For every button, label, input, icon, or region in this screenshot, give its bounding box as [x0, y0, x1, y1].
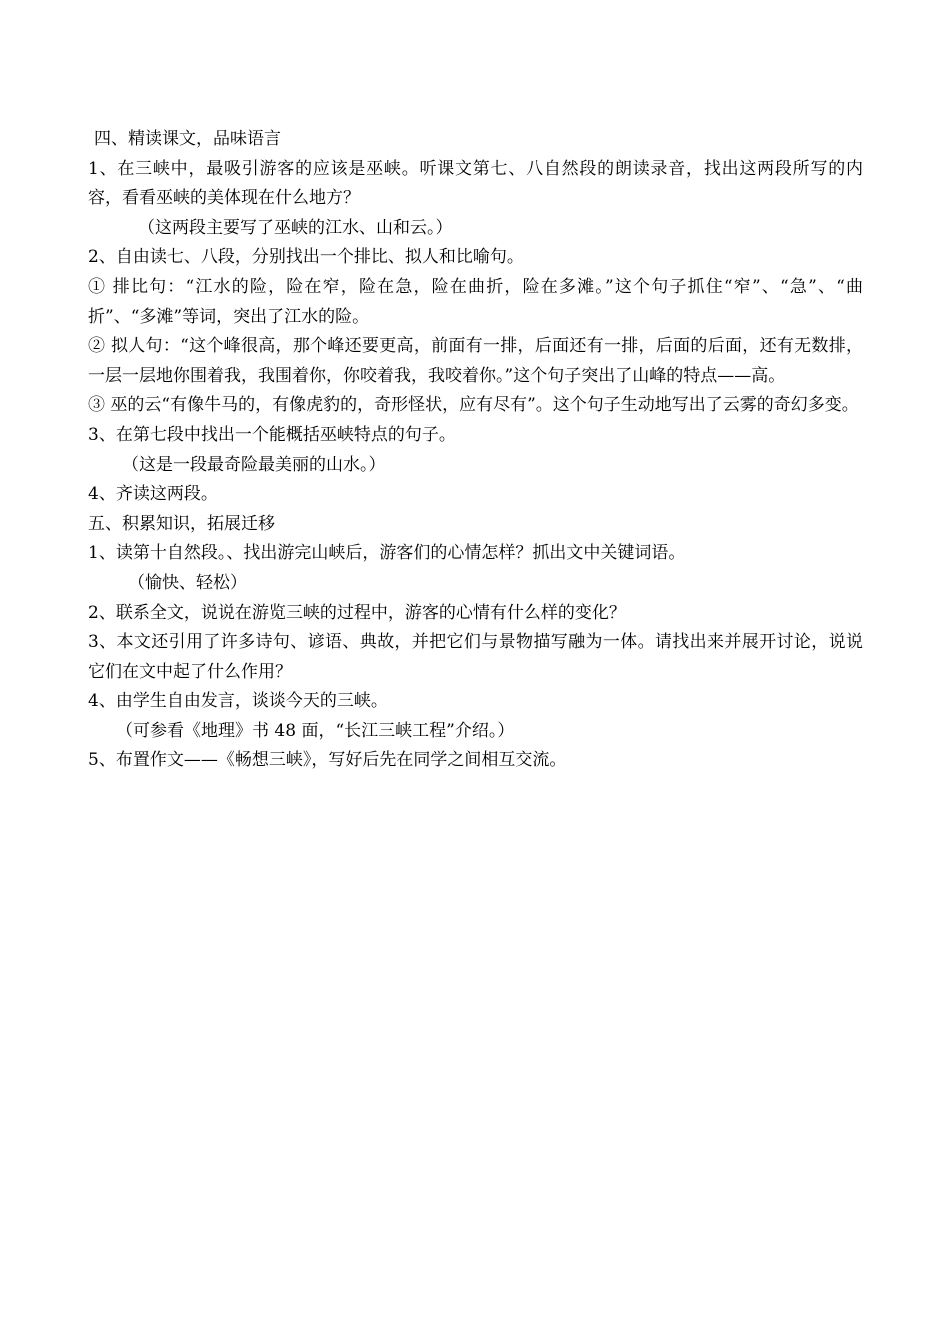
- answer-note: （可参看《地理》书 48 面，“长江三峡工程”介绍。）: [116, 720, 515, 741]
- answer-note: （这两段主要写了巫峡的江水、山和云。）: [138, 217, 453, 238]
- answer-note: （这是一段最奇险最美丽的山水。）: [122, 454, 386, 475]
- paragraph: 4、齐读这两段。: [88, 484, 218, 505]
- paragraph: 4、由学生自由发言，谈谈今天的三峡。: [88, 691, 388, 712]
- paragraph: 3、本文还引用了许多诗句、谚语、典故，并把它们与景物描写融为一体。请找出来并展开讨论，说说它们在文中起了什么作用？: [88, 632, 863, 682]
- paragraph: 2、联系全文，说说在游览三峡的过程中，游客的心情有什么样的变化？: [88, 602, 626, 623]
- paragraph: 1、在三峡中，最吸引游客的应该是巫峡。听课文第七、八自然段的朗读录音，找出这两段所写的内容，看看巫峡的美体现在什么地方？: [88, 158, 863, 209]
- paragraph: ② 拟人句：“这个峰很高，那个峰还要更高，前面有一排，后面还有一排，后面的后面，还有无数排，一层一层地你围着我，我围着你，你咬着我，我咬着你。”这个句子突出了山峰的特点——高。: [88, 336, 863, 386]
- paragraph: 5、布置作文——《畅想三峡》，写好后先在同学之间相互交流。: [88, 750, 567, 771]
- paragraph: 1、读第十自然段。、找出游完山峡后，游客们的心情怎样？抓出文中关键词语。: [88, 543, 686, 564]
- document-body: [88, 125, 863, 776]
- answer-note: （愉快、轻松）: [128, 572, 247, 593]
- section-heading-5: 五、积累知识，拓展迁移: [88, 513, 275, 534]
- paragraph: 2、自由读七、八段，分别找出一个排比、拟人和比喻句。: [88, 247, 524, 268]
- section-heading-4: 四、精读课文，品味语言: [94, 129, 281, 149]
- paragraph: ① 排比句：“江水的险，险在窄，险在急，险在曲折，险在多滩。”这个句子抓住“窄”、“急”、“曲折”、“多滩”等词，突出了江水的险。: [88, 276, 863, 327]
- paragraph: ③ 巫的云“有像牛马的，有像虎豹的，奇形怪状，应有尽有”。这个句子生动地写出了云雾的奇幻多变。: [88, 395, 859, 416]
- paragraph: 3、在第七段中找出一个能概括巫峡特点的句子。: [88, 424, 456, 445]
